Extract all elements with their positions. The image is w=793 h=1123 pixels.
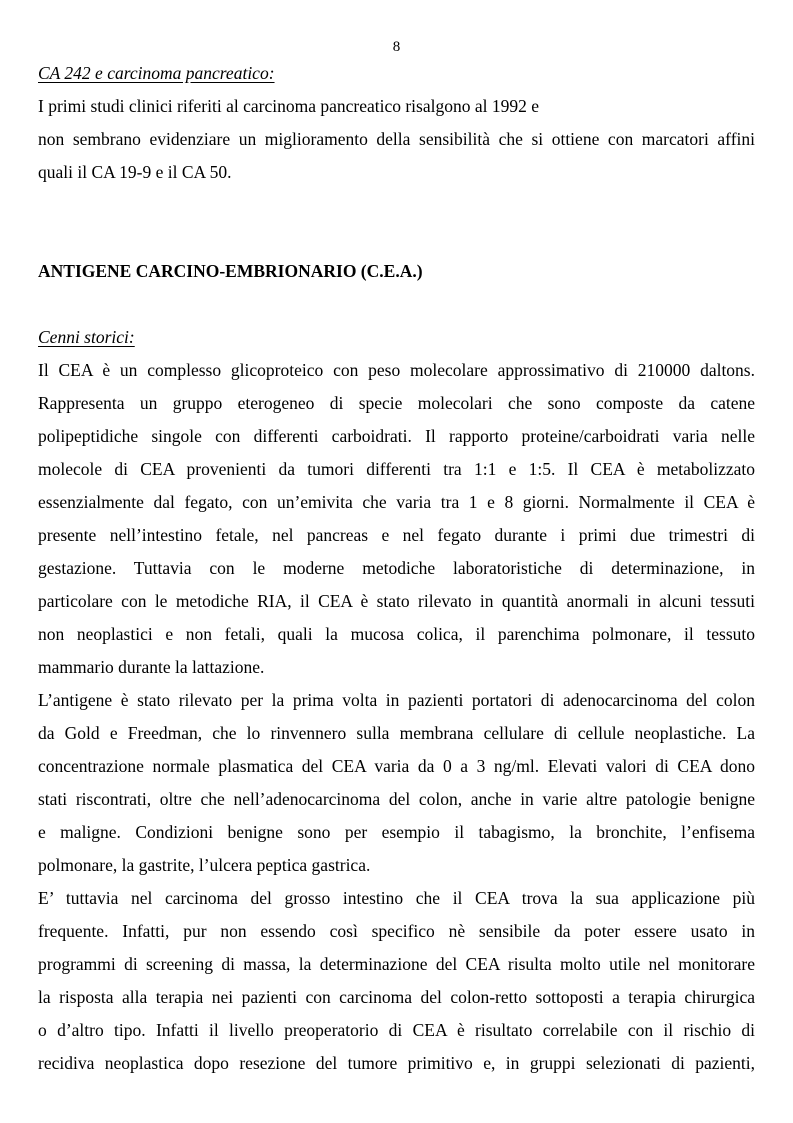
text-line: polipeptidiche singole con differenti carboidrati. Il rapporto proteine/carboidrati varia nelle [38, 426, 755, 446]
text-line: polmonare, la gastrite, l’ulcera peptica gastrica. [38, 855, 371, 875]
text-line: frequente. Infatti, pur non essendo così specifico nè sensibile da poter essere usato in [38, 921, 755, 941]
document-body [38, 57, 755, 1080]
subheading-ca242: CA 242 e carcinoma pancreatico: [38, 63, 275, 83]
text-line: mammario durante la lattazione. [38, 657, 265, 677]
text-line: particolare con le metodiche RIA, il CEA è stato rilevato in quantità anormali in alcuni tessuti [38, 591, 755, 611]
text-line: stati riscontrati, oltre che nell’adenocarcinoma del colon, anche in varie altre patologie benigne [38, 789, 755, 809]
spacer [38, 189, 755, 255]
text-line: concentrazione normale plasmatica del CEA varia da 0 a 3 ng/ml. Elevati valori di CEA dono [38, 756, 755, 776]
page-number: 8 [392, 39, 401, 55]
text-line: I primi studi clinici riferiti al carcinoma pancreatico risalgono al 1992 e [38, 96, 539, 116]
text-line: essenzialmente dal fegato, con un’emivita che varia tra 1 e 8 giorni. Normalmente il CEA è [38, 492, 755, 512]
text-line: non sembrano evidenziare un miglioramento della sensibilità che si ottiene con marcatori affini [38, 129, 755, 149]
subheading-cenni-storici: Cenni storici: [38, 327, 135, 347]
text-line: Il CEA è un complesso glicoproteico con peso molecolare approssimativo di 210000 daltons. [38, 360, 755, 380]
text-line: non neoplastici e non fetali, quali la mucosa colica, il parenchima polmonare, il tessuto [38, 624, 755, 644]
text-line: la risposta alla terapia nei pazienti con carcinoma del colon-retto sottoposti a terapia chirurgica [38, 987, 755, 1007]
text-line: recidiva neoplastica dopo resezione del tumore primitivo e, in gruppi selezionati di pazienti, [38, 1053, 755, 1073]
text-line: e maligne. Condizioni benigne sono per esempio il tabagismo, la bronchite, l’enfisema [38, 822, 755, 842]
text-line: gestazione. Tuttavia con le moderne metodiche laboratoristiche di determinazione, in [38, 558, 755, 578]
text-line: da Gold e Freedman, che lo rinvennero sulla membrana cellulare di cellule neoplastiche. La [38, 723, 755, 743]
section-heading-cea: ANTIGENE CARCINO-EMBRIONARIO (C.E.A.) [38, 261, 423, 281]
text-line: molecole di CEA provenienti da tumori differenti tra 1:1 e 1:5. Il CEA è metabolizzato [38, 459, 755, 479]
text-line: E’ tuttavia nel carcinoma del grosso intestino che il CEA trova la sua applicazione più [38, 888, 755, 908]
text-line: programmi di screening di massa, la determinazione del CEA risulta molto utile nel monitorare [38, 954, 755, 974]
text-line: quali il CA 19-9 e il CA 50. [38, 162, 232, 182]
text-line: L’antigene è stato rilevato per la prima volta in pazienti portatori di adenocarcinoma del colon [38, 690, 755, 710]
spacer [38, 288, 755, 321]
text-line: presente nell’intestino fetale, nel pancreas e nel fegato durante i primi due trimestri di [38, 525, 755, 545]
text-line: Rappresenta un gruppo eterogeneo di specie molecolari che sono composte da catene [38, 393, 755, 413]
text-line: o d’altro tipo. Infatti il livello preoperatorio di CEA è risultato correlabile con il rischio di [38, 1020, 755, 1040]
